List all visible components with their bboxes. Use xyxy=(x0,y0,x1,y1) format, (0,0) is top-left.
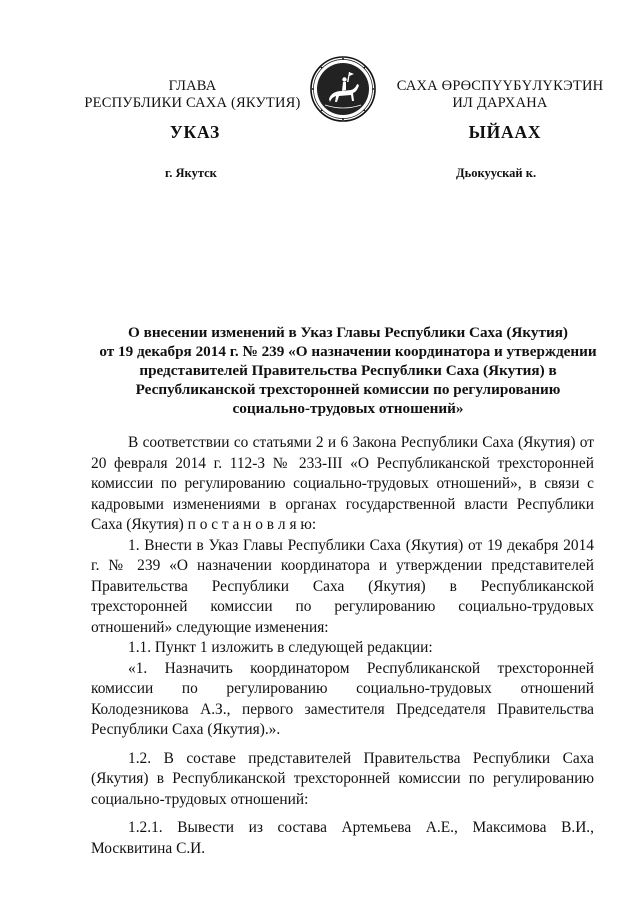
item-1-paragraph: 1. Внести в Указ Главы Республики Саха (Якутия) от 19 декабря 2014 г. № 239 «О назначении координатора и утверждении представителей Правительства Республики Саха (Якутия) в Республиканской трехсторонней комиссии по регулированию социально-трудовых отношений» следующие изменения: xyxy=(91,536,594,636)
issuer-header-russian xyxy=(80,78,305,112)
title-line: от 19 декабря 2014 г. № 239 «О назначении координатора и утверждении xyxy=(99,343,597,360)
coat-of-arms-emblem xyxy=(309,55,377,123)
city-sakha: Дьокуускай к. xyxy=(456,166,537,180)
preamble-paragraph: В соответствии со статьями 2 и 6 Закона Республики Саха (Якутия) от 20 февраля 2014 г. 112-З № 233-III «О Республиканской трехсторонней комиссии по регулированию социально-трудовых отношений», в связи с кадровыми изменениями в органах государственной власти Республики Саха (Якутия) п о с т а н о в л я ю: xyxy=(91,434,594,533)
item-1-1-paragraph: 1.1. Пункт 1 изложить в следующей редакции: xyxy=(128,639,433,656)
item-1-1-quote-paragraph: «1. Назначить координатором Республиканской трехсторонней комиссии по регулированию социально-трудовых отношений Колодезникова А.З., первого заместителя Председателя Правительства Республики Саха (Якутия).». xyxy=(91,659,594,738)
item-1-2-1-paragraph: 1.2.1. Вывести из состава Артемьева А.Е., Максимова В.И., Москвитина С.И. xyxy=(91,819,594,857)
doc-type-russian: УКАЗ xyxy=(169,122,221,142)
title-line: социально-трудовых отношений» xyxy=(232,400,464,417)
title-line: Республиканской трехсторонней комиссии по регулированию xyxy=(135,381,561,398)
issuer-title-line1: ГЛАВА xyxy=(168,78,217,94)
issuer-header-sakha xyxy=(380,78,620,112)
issuer-title-line2: РЕСПУБЛИКИ САХА (ЯКУТИЯ) xyxy=(84,95,301,111)
item-1-2-paragraph: 1.2. В составе представителей Правительства Республики Саха (Якутия) в Республиканской трехсторонней комиссии по регулированию социально-трудовых отношений: xyxy=(91,749,594,808)
title-line: представителей Правительства Республики Саха (Якутия) в xyxy=(139,362,557,379)
title-line: О внесении изменений в Указ Главы Республики Саха (Якутия) xyxy=(128,324,568,341)
decree-body xyxy=(91,433,594,859)
issuer-title-sakha-line2: ИЛ ДАРХАНА xyxy=(452,95,548,111)
issuer-title-sakha-line1: САХА ӨРӨСПҮҮБҮЛҮКЭТИН xyxy=(396,78,604,94)
doc-type-sakha: ЫЙААХ xyxy=(468,122,542,142)
city-russian: г. Якутск xyxy=(165,166,217,180)
decree-title xyxy=(88,323,608,418)
